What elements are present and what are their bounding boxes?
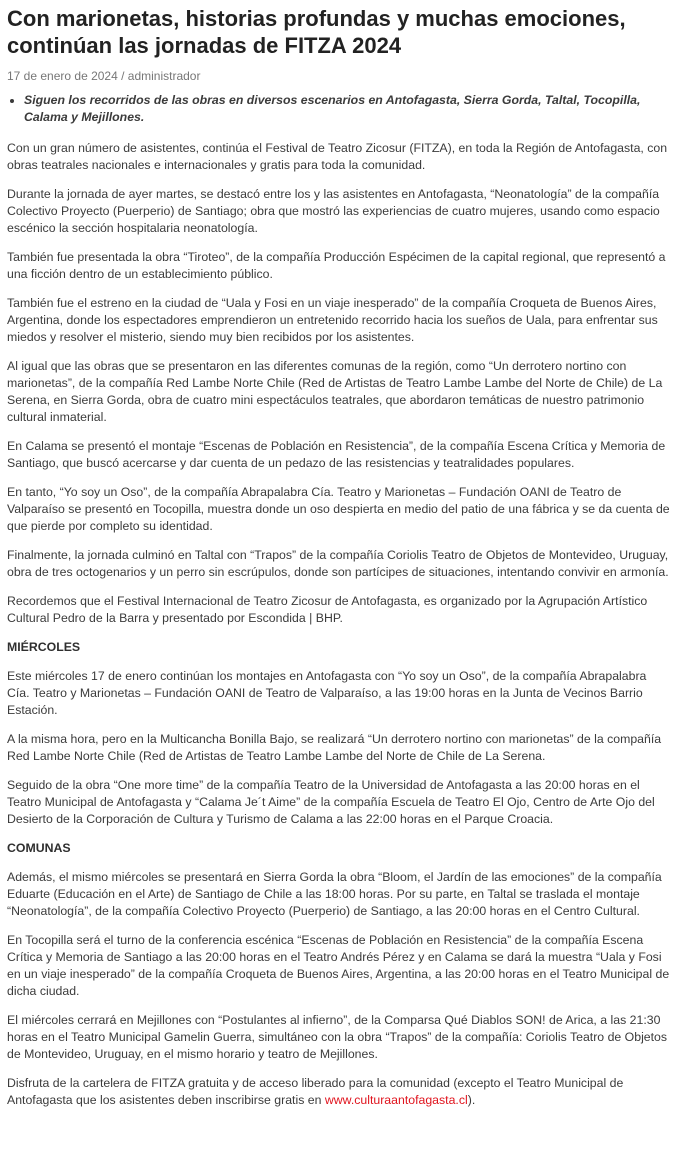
paragraph-organizacion: Recordemos que el Festival Internacional de Teatro Zicosur de Antofagasta, es organizado por la Agrupación Artístico Cultural Pedro de la Barra y presentado por Escondida | BHP. xyxy=(7,594,648,625)
paragraph-closing xyxy=(7,1075,672,1109)
article-meta xyxy=(7,68,672,84)
cultura-antofagasta-link[interactable]: www.culturaantofagasta.cl xyxy=(324,1093,468,1107)
article-title: Con marionetas, historias profundas y muchas emociones, continúan las jornadas de FITZA 2024 xyxy=(7,6,626,58)
paragraph-trapos: Finalmente, la jornada culminó en Taltal con “Trapos” de la compañía Coriolis Teatro de Objetos de Montevideo, Uruguay, obra de tres octogenarios y un perro sin escrúpulos, donde son partícipes de situaciones, intentando convivir en armonía. xyxy=(7,548,669,579)
paragraph-calama: En Calama se presentó el montaje “Escenas de Población en Resistencia”, de la compañía Escena Crítica y Memoria de Santiago, que buscó acercarse y dar cuenta de un pedazo de las resistencias y teatralidades populares. xyxy=(7,439,666,470)
section-heading-comunas: COMUNAS xyxy=(7,841,71,855)
paragraph-comunas-sierra-gorda: Además, el mismo miércoles se presentará en Sierra Gorda la obra “Bloom, el Jardín de las emociones” de la compañía Eduarte (Educación en el Arte) de Santiago de Chile a las 18:00 horas. Por su parte, en Taltal se traslada el montaje “Neonatología”, de la compañía Colectivo Proyecto (Puerperio) de Santiago, a las 20:00 horas en el Centro Cultural. xyxy=(7,870,662,918)
paragraph-intro: Con un gran número de asistentes, continúa el Festival de Teatro Zicosur (FITZA), en toda la Región de Antofagasta, con obras teatrales nacionales e internacionales y gratis para toda la comunidad. xyxy=(7,141,668,172)
paragraph-uala-fosi: También fue el estreno en la ciudad de “Uala y Fosi en un viaje inesperado” de la compañía Croqueta de Buenos Aires, Argentina, donde los espectadores emprendieron un entretenido recorrido hacia los sueños de Uala, para enfrentar sus miedos y resolver el misterio, siendo muy bien recibidos por los asistentes. xyxy=(7,296,658,344)
article-summary xyxy=(7,92,672,126)
closing-end: ). xyxy=(467,1093,476,1107)
meta-separator: / xyxy=(117,69,128,83)
paragraph-comunas-mejillones: El miércoles cerrará en Mejillones con “Postulantes al infierno”, de la Comparsa Qué Diablos SON! de Arica, a las 21:30 horas en el Teatro Municipal Gamelin Guerra, simultáneo con la obra “Trapos” de la compañía: Coriolis Teatro de Objetos de Montevideo, Uruguay, en el mismo horario y teatro de Mejillones. xyxy=(7,1013,668,1061)
author-name[interactable]: administrador xyxy=(127,69,201,83)
paragraph-tiroteo: También fue presentada la obra “Tiroteo”, de la compañía Producción Espécimen de la capital regional, que representó a una ficción dentro de un establecimiento público. xyxy=(7,250,666,281)
paragraph-miercoles-teatro: Seguido de la obra “One more time” de la compañía Teatro de la Universidad de Antofagasta a las 20:00 horas en el Teatro Municipal de Antofagasta y “Calama Je´t Aime” de la compañía Escuela de Teatro El Ojo, Centro de Arte Ojo del Desierto de la Corporación de Cultura y Turismo de Calama a las 22:00 horas en el Parque Croacia. xyxy=(7,778,655,826)
summary-item: • Siguen los recorridos de las obras en diversos escenarios en Antofagasta, Sierra Gorda, Taltal, Tocopilla, Calama y Mejillones. xyxy=(24,92,672,126)
paragraph-miercoles-multicancha: A la misma hora, pero en la Multicancha Bonilla Bajo, se realizará “Un derrotero nortino con marionetas” de la compañía Red Lambe Norte Chile (Red de Artistas de Teatro Lambe Lambe del Norte de Chile de La Serena. xyxy=(7,732,662,763)
closing-text: Disfruta de la cartelera de FITZA gratuita y de acceso liberado para la comunidad (excepto el Teatro Municipal de Antofagasta que los asistentes deben inscribirse gratis en xyxy=(7,1076,624,1107)
paragraph-miercoles-antofagasta: Este miércoles 17 de enero continúan los montajes en Antofagasta con “Yo soy un Oso”, de la compañía Abrapalabra Cía. Teatro y Marionetas – Fundación OANI de Teatro de Valparaíso, a las 19:00 horas en la Junta de Vecinos Barrio Estación. xyxy=(7,669,647,717)
paragraph-yo-soy-un-oso: En tanto, “Yo soy un Oso”, de la compañía Abrapalabra Cía. Teatro y Marionetas – Fundación OANI de Teatro de Valparaíso se presentó en Tocopilla, muestra donde un oso despierta en medio del patio de una fábrica y se da cuenta de que pierde por completo su identidad. xyxy=(7,485,670,533)
section-heading-miercoles: MIÉRCOLES xyxy=(7,640,81,654)
paragraph-comunas-tocopilla: En Tocopilla será el turno de la conferencia escénica “Escenas de Población en Resistencia” de la compañía Escena Crítica y Memoria de Santiago a las 20:00 horas en el Teatro Andrés Pérez y en Calama se dará la muestra “Uala y Fosi en un viaje inesperado” de la compañía Croqueta de Buenos Aires, Argentina, a las 20:00 horas en el Teatro Municipal de dicha ciudad. xyxy=(7,933,670,998)
publish-date: 17 de enero de 2024 xyxy=(7,69,118,83)
paragraph-neonatologia: Durante la jornada de ayer martes, se destacó entre los y las asistentes en Antofagasta, “Neonatología” de la compañía Colectivo Proyecto (Puerperio) de Santiago; obra que mostró las experiencias de cuatro mujeres, usando como espacio escénico la sección hospitalaria neonatología. xyxy=(7,187,660,235)
paragraph-derrotero: Al igual que las obras que se presentaron en las diferentes comunas de la región, como “Un derrotero nortino con marionetas”, de la compañía Red Lambe Norte Chile (Red de Artistas de Teatro Lambe Lambe del Norte de Chile) de La Serena, en Sierra Gorda, obra de cuatro mini espectáculos teatrales, que abordaron temáticas de nuestro patrimonio cultural inmaterial. xyxy=(7,359,663,424)
